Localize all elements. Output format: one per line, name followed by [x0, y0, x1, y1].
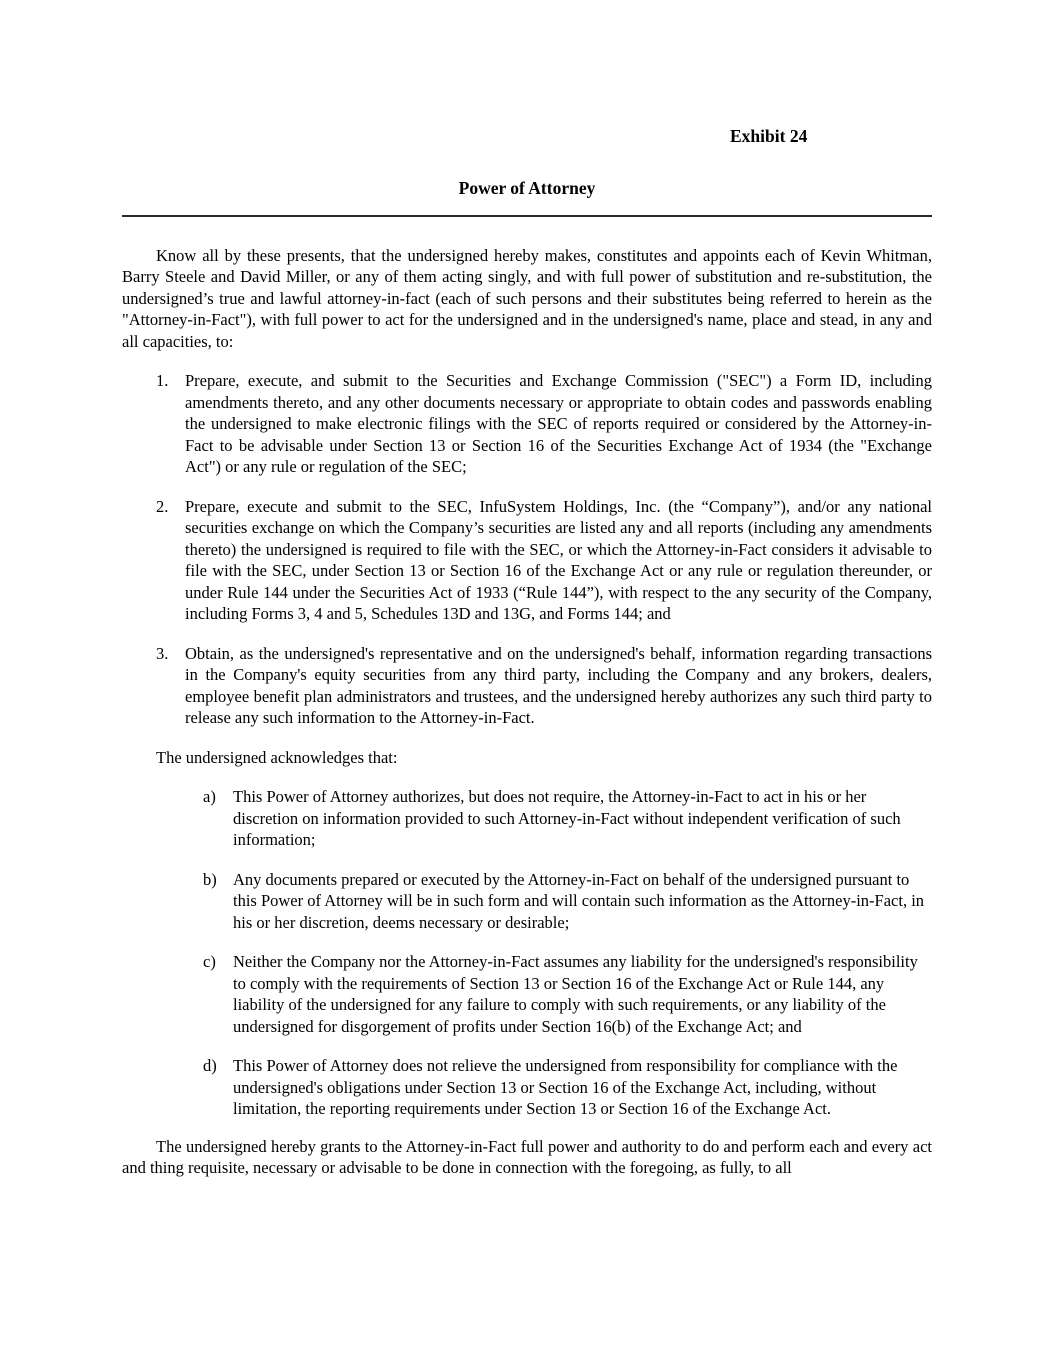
item-marker: 1.: [156, 371, 169, 390]
item-text: Obtain, as the undersigned's representative and on the undersigned's behalf, information regarding transactions in the Company's equity securities from any third party, including the Company and any brokers, dealers, employee benefit plan administrators and trustees, and the undersigned hereby authorizes any such third party to release any such information to the Attorney-in-Fact.: [185, 643, 932, 727]
numbered-list: [122, 370, 932, 729]
item-text: This Power of Attorney authorizes, but does not require, the Attorney-in-Fact to act in his or her discretion on information provided to such Attorney-in-Fact without independent verification of such information;: [233, 787, 901, 849]
horizontal-rule: [122, 215, 932, 217]
list-item: [122, 951, 932, 1037]
list-item: [122, 496, 932, 625]
item-marker: 2.: [156, 496, 169, 516]
page-title: Power of Attorney: [458, 177, 596, 198]
list-item: [122, 869, 932, 934]
exhibit-label-text: Exhibit 24: [730, 126, 808, 146]
item-text: Any documents prepared or executed by the Attorney-in-Fact on behalf of the undersigned pursuant to this Power of Attorney will be in such form and will contain such information as the Attorney-in-Fact, in his or her discretion, deems necessary or desirable;: [233, 869, 925, 932]
lettered-list: [122, 786, 932, 1120]
item-text: Neither the Company nor the Attorney-in-Fact assumes any liability for the undersigned's responsibility to comply with the requirements of Section 13 or Section 16 of the Exchange Act or Rule 144, any liability of the undersigned for any failure to comply with such requirements, or any liability of the undersigned for disgorgement of profits under Section 16(b) of the Exchange Act; and: [233, 952, 918, 1036]
list-item: [122, 786, 932, 851]
list-item: [122, 643, 932, 729]
acknowledgement-intro: The undersigned acknowledges that:: [156, 747, 398, 767]
item-marker: d): [203, 1056, 217, 1075]
item-marker: 3.: [156, 643, 169, 663]
item-text: This Power of Attorney does not relieve the undersigned from responsibility for compliance with the undersigned's obligations under Section 13 or Section 16 of the Exchange Act, including, without limitation, the reporting requirements under Section 13 or Section 16 of the Exchange Act.: [233, 1056, 898, 1118]
closing-paragraph: The undersigned hereby grants to the Attorney-in-Fact full power and authority to do and perform each and every act and thing requisite, necessary or advisable to be done in connection with the foregoing, as fully, to all: [122, 1136, 932, 1177]
list-item: [122, 1055, 932, 1120]
item-marker: c): [203, 952, 216, 971]
exhibit-label: [122, 126, 932, 148]
item-text: Prepare, execute, and submit to the Securities and Exchange Commission ("SEC") a Form ID, including amendments thereto, and any other documents necessary or appropriate to obtain codes and passwords enabling the undersigned to make electronic filings with the SEC of reports required or considered by the Attorney-in-Fact to be advisable under Section 13 or Section 16 of the Securities Exchange Act of 1934 (the "Exchange Act") or any rule or regulation of the SEC;: [185, 371, 932, 476]
list-item: [122, 370, 932, 478]
item-marker: b): [203, 869, 217, 889]
intro-paragraph: Know all by these presents, that the undersigned hereby makes, constitutes and appoints each of Kevin Whitman, Barry Steele and David Miller, or any of them acting singly, and with full power of substitution and re-substitution, the undersigned’s true and lawful attorney-in-fact (each of such persons and their substitutes being referred to herein as the "Attorney-in-Fact"), with full power to act for the undersigned and in the undersigned's name, place and stead, in any and all capacities, to:: [122, 245, 932, 351]
item-text: Prepare, execute and submit to the SEC, InfuSystem Holdings, Inc. (the “Company”), and/or any national securities exchange on which the Company’s securities are listed any and all reports (including any amendments thereto) the undersigned is required to file with the SEC, or which the Attorney-in-Fact considers it advisable to file with the SEC, under Section 13 or Section 16 of the Exchange Act or any rule or regulation thereunder, or under Rule 144 under the Securities Act of 1933 (“Rule 144”), with respect to the any security of the Company, including Forms 3, 4 and 5, Schedules 13D and 13G, and Forms 144; and: [185, 496, 932, 623]
item-marker: a): [203, 787, 216, 806]
